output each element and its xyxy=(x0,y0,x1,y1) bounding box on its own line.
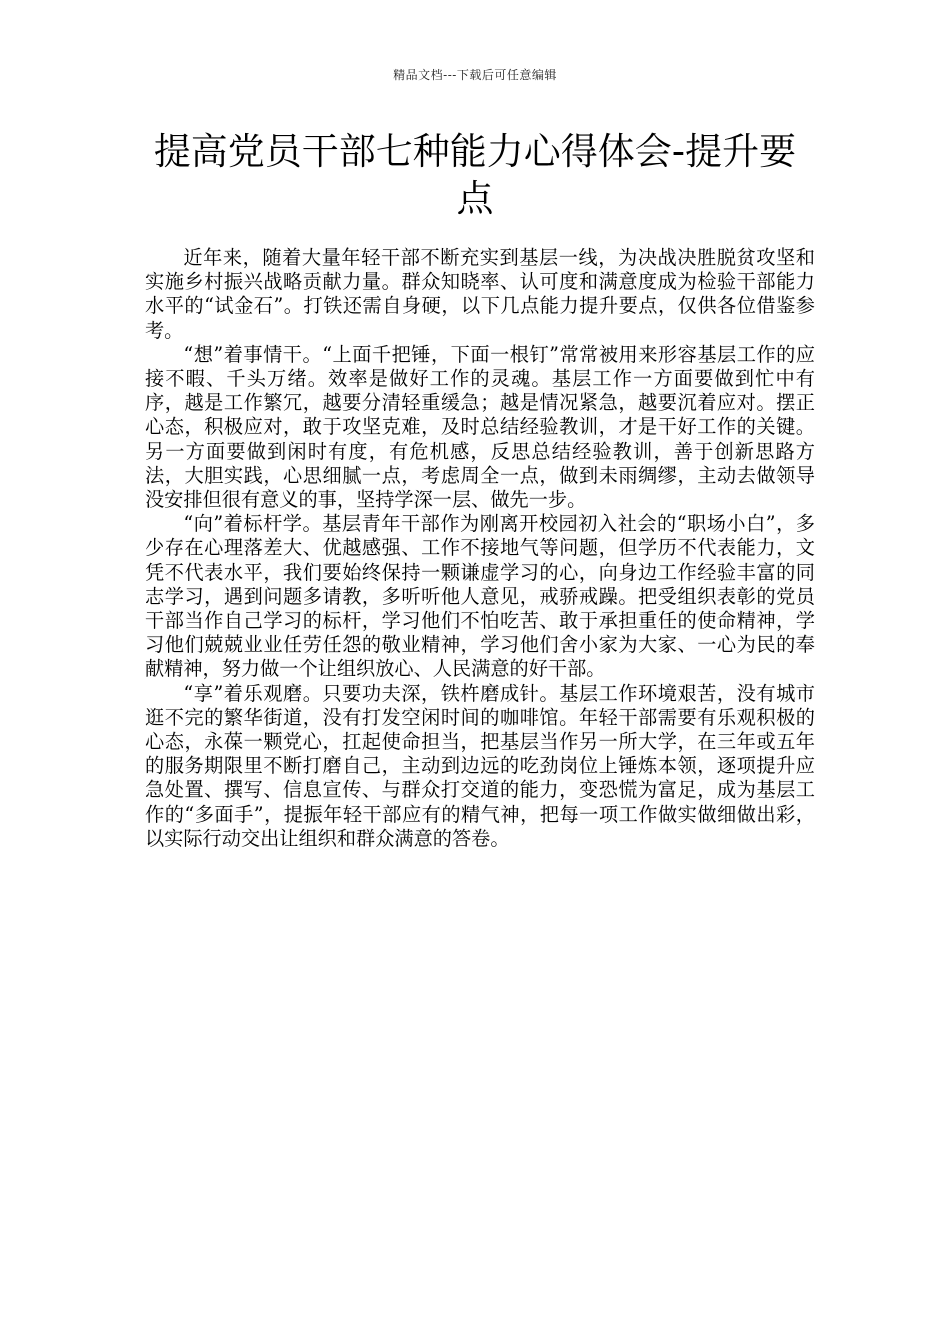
paragraph-learn: “向”着标杆学。基层青年干部作为刚离开校园初入社会的“职场小白”，多少存在心理落差大、优越感强、工作不接地气等问题，但学历不代表能力，文凭不代表水平，我们要始终保持一颗谦虚学习的心，向身边工作经验丰富的同志学习，遇到问题多请教，多听听他人意见，戒骄戒躁。把受组织表彰的党员干部当作自己学习的标杆，学习他们不怕吃苦、敢于承担重任的使命精神，学习他们兢兢业业任劳任怨的敬业精神，学习他们舍小家为大家、一心为民的奉献精神，努力做一个让组织放心、人民满意的好干部。 xyxy=(145,512,815,681)
paragraph-think: “想”着事情干。“上面千把锤，下面一根钉”常常被用来形容基层工作的应接不暇、千头万绪。效率是做好工作的灵魂。基层工作一方面要做到忙中有序，越是工作繁冗，越要分清轻重缓急；越是情况紧急，越要沉着应对。摆正心态，积极应对，敢于攻坚克难，及时总结经验教训，才是干好工作的关键。另一方面要做到闲时有度，有危机感，反思总结经验教训，善于创新思路方法，大胆实践，心思细腻一点，考虑周全一点，做到未雨绸缪，主动去做领导没安排但很有意义的事，坚持学深一层、做先一步。 xyxy=(145,342,815,512)
paragraph-enjoy: “享”着乐观磨。只要功夫深，铁杵磨成针。基层工作环境艰苦，没有城市逛不完的繁华街道，没有打发空闲时间的咖啡馆。年轻干部需要有乐观积极的心态，永葆一颗党心，扛起使命担当，把基层当作另一所大学，在三年或五年的服务期限里不断打磨自己，主动到边远的吃劲岗位上锤炼本领，逐项提升应急处置、撰写、信息宣传、与群众打交道的能力，变恐慌为富足，成为基层工作的“多面手”，提振年轻干部应有的精气神，把每一项工作做实做细做出彩，以实际行动交出让组织和群众满意的答卷。 xyxy=(145,681,815,850)
document-title: 提高党员干部七种能力心得体会-提升要点 xyxy=(153,130,797,220)
header-note: 精品文档---下载后可任意编辑 xyxy=(393,68,557,82)
document-body xyxy=(145,246,815,851)
paragraph-intro: 近年来，随着大量年轻干部不断充实到基层一线，为决战决胜脱贫攻坚和实施乡村振兴战略贡献力量。群众知晓率、认可度和满意度成为检验干部能力水平的“试金石”。打铁还需自身硬，以下几点能力提升要点，仅供各位借鉴参考。 xyxy=(145,246,815,342)
